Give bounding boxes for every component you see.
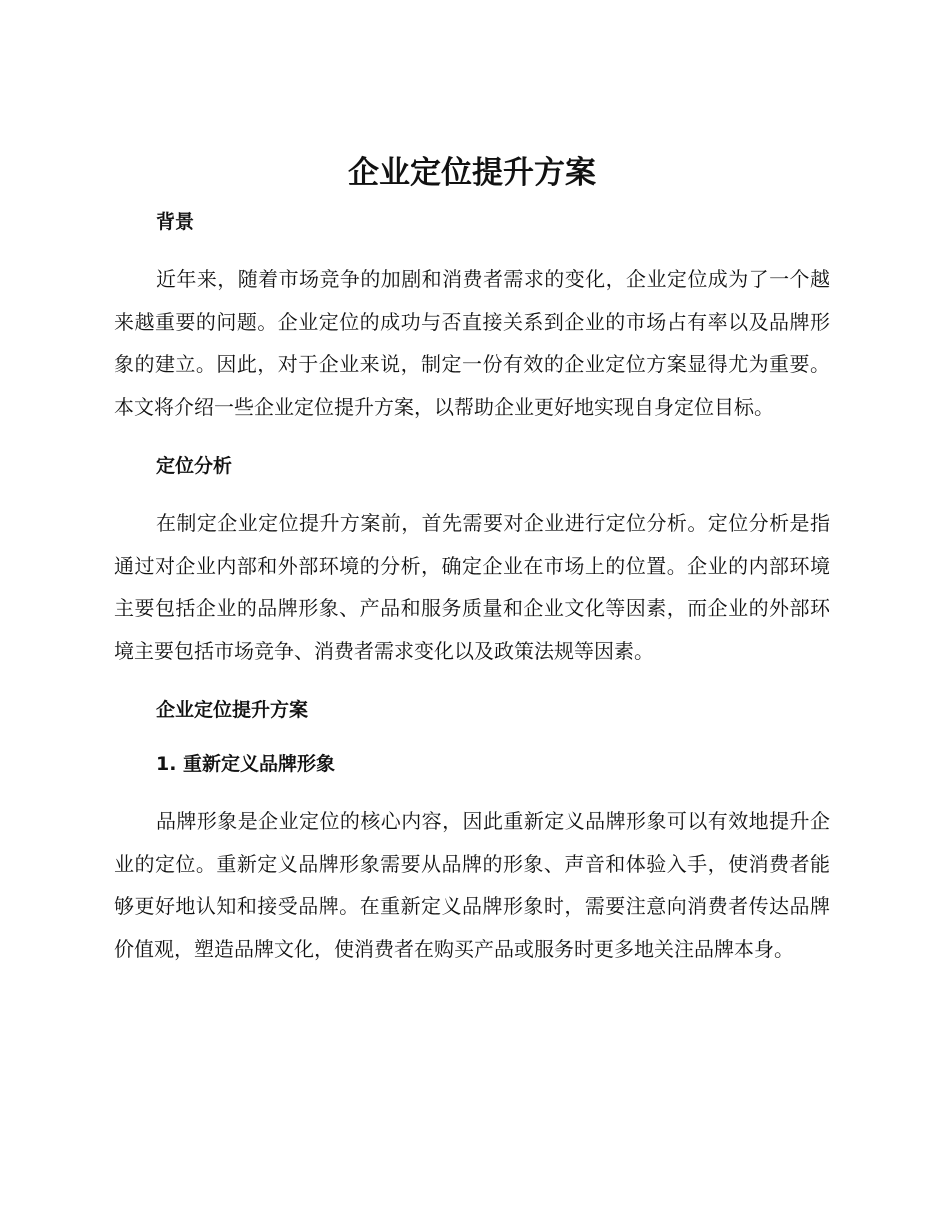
document-title: 企业定位提升方案 xyxy=(348,155,596,191)
spacer xyxy=(114,672,830,696)
document-body xyxy=(114,150,830,970)
spacer xyxy=(114,428,830,452)
subsection-heading-brand-image: 1. 重新定义品牌形象 xyxy=(156,753,336,775)
spacer xyxy=(114,480,830,502)
spacer xyxy=(114,236,830,258)
spacer xyxy=(114,724,830,750)
section-heading-positioning-analysis: 定位分析 xyxy=(156,455,233,477)
spacer xyxy=(114,196,830,208)
spacer xyxy=(114,778,830,800)
section-paragraph-positioning-analysis: 在制定企业定位提升方案前，首先需要对企业进行定位分析。定位分析是指通过对企业内部和外部环境的分析，确定企业在市场上的位置。企业的内部环境主要包括企业的品牌形象、产品和服务质量和企业文化等因素，而企业的外部环境主要包括市场竞争、消费者需求变化以及政策法规等因素。 xyxy=(114,511,830,663)
section-paragraph-background: 近年来，随着市场竞争的加剧和消费者需求的变化，企业定位成为了一个越来越重要的问题。企业定位的成功与否直接关系到企业的市场占有率以及品牌形象的建立。因此，对于企业来说，制定一份有效的企业定位方案显得尤为重要。本文将介绍一些企业定位提升方案，以帮助企业更好地实现自身定位目标。 xyxy=(114,267,830,419)
subsection-paragraph-brand-image: 品牌形象是企业定位的核心内容，因此重新定义品牌形象可以有效地提升企业的定位。重新定义品牌形象需要从品牌的形象、声音和体验入手，使消费者能够更好地认知和接受品牌。在重新定义品牌形象时，需要注意向消费者传达品牌价值观，塑造品牌文化，使消费者在购买产品或服务时更多地关注品牌本身。 xyxy=(114,809,830,961)
section-heading-improvement-plan: 企业定位提升方案 xyxy=(156,699,309,721)
section-heading-background: 背景 xyxy=(156,211,195,233)
